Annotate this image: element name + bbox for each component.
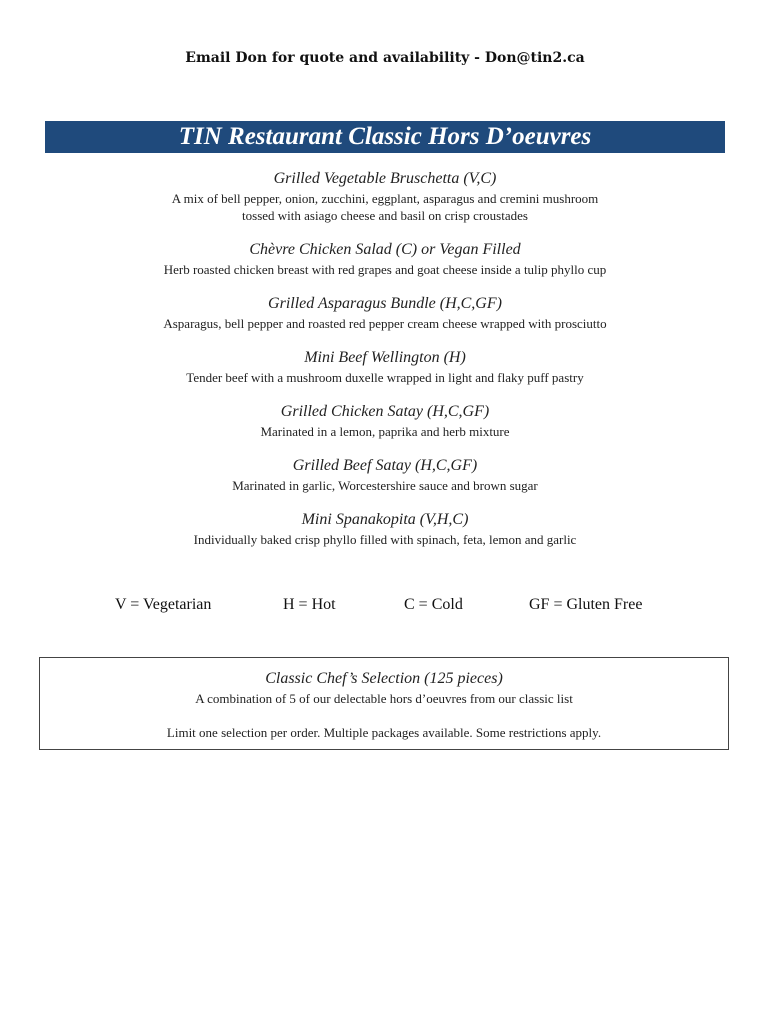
menu-item-name: Chèvre Chicken Salad (C) or Vegan Filled <box>249 241 521 258</box>
menu-item-spanakopita <box>0 509 770 548</box>
legend-gluten-free: GF = Gluten Free <box>529 596 643 613</box>
menu-item-beef-wellington <box>0 347 770 386</box>
menu-item-chicken-satay <box>0 401 770 440</box>
menu-list <box>0 168 770 563</box>
menu-item-beef-satay <box>0 455 770 494</box>
menu-item-description: Tender beef with a mushroom duxelle wrapped in light and flaky puff pastry <box>186 370 584 385</box>
legend-hot: H = Hot <box>283 596 336 613</box>
menu-item-name: Mini Beef Wellington (H) <box>304 349 466 366</box>
menu-item-name: Grilled Vegetable Bruschetta (V,C) <box>273 170 497 187</box>
menu-item-description: A mix of bell pepper, onion, zucchini, eggplant, asparagus and cremini mushroom <box>171 191 599 206</box>
menu-item-description: Marinated in garlic, Worcestershire sauce and brown sugar <box>232 478 538 493</box>
menu-item-description: Individually baked crisp phyllo filled with spinach, feta, lemon and garlic <box>193 532 577 547</box>
menu-item-name: Mini Spanakopita (V,H,C) <box>301 511 469 528</box>
menu-title: TIN Restaurant Classic Hors D’oeuvres <box>178 123 592 150</box>
menu-item-name: Grilled Beef Satay (H,C,GF) <box>292 457 478 474</box>
chef-selection-box <box>39 657 729 750</box>
menu-item-description: tossed with asiago cheese and basil on crisp croustades <box>242 208 528 223</box>
legend-cold: C = Cold <box>404 596 463 613</box>
menu-item-bruschetta <box>0 168 770 224</box>
menu-title-banner <box>45 121 725 153</box>
menu-item-name: Grilled Asparagus Bundle (H,C,GF) <box>268 295 502 312</box>
menu-item-chevre-chicken-salad <box>0 239 770 278</box>
menu-item-description: Asparagus, bell pepper and roasted red pepper cream cheese wrapped with prosciutto <box>163 316 607 331</box>
menu-item-description: Marinated in a lemon, paprika and herb mixture <box>260 424 510 439</box>
selection-note: Limit one selection per order. Multiple packages available. Some restrictions apply. <box>166 725 602 740</box>
menu-item-description: Herb roasted chicken breast with red grapes and goat cheese inside a tulip phyllo cup <box>163 262 607 277</box>
contact-line: Email Don for quote and availability - Don@tin2.ca <box>185 50 585 66</box>
menu-item-name: Grilled Chicken Satay (H,C,GF) <box>280 403 490 420</box>
legend-vegetarian: V = Vegetarian <box>115 596 212 613</box>
selection-title: Classic Chef’s Selection (125 pieces) <box>265 670 503 687</box>
menu-item-asparagus-bundle <box>0 293 770 332</box>
selection-description: A combination of 5 of our delectable hors d’oeuvres from our classic list <box>195 691 573 706</box>
